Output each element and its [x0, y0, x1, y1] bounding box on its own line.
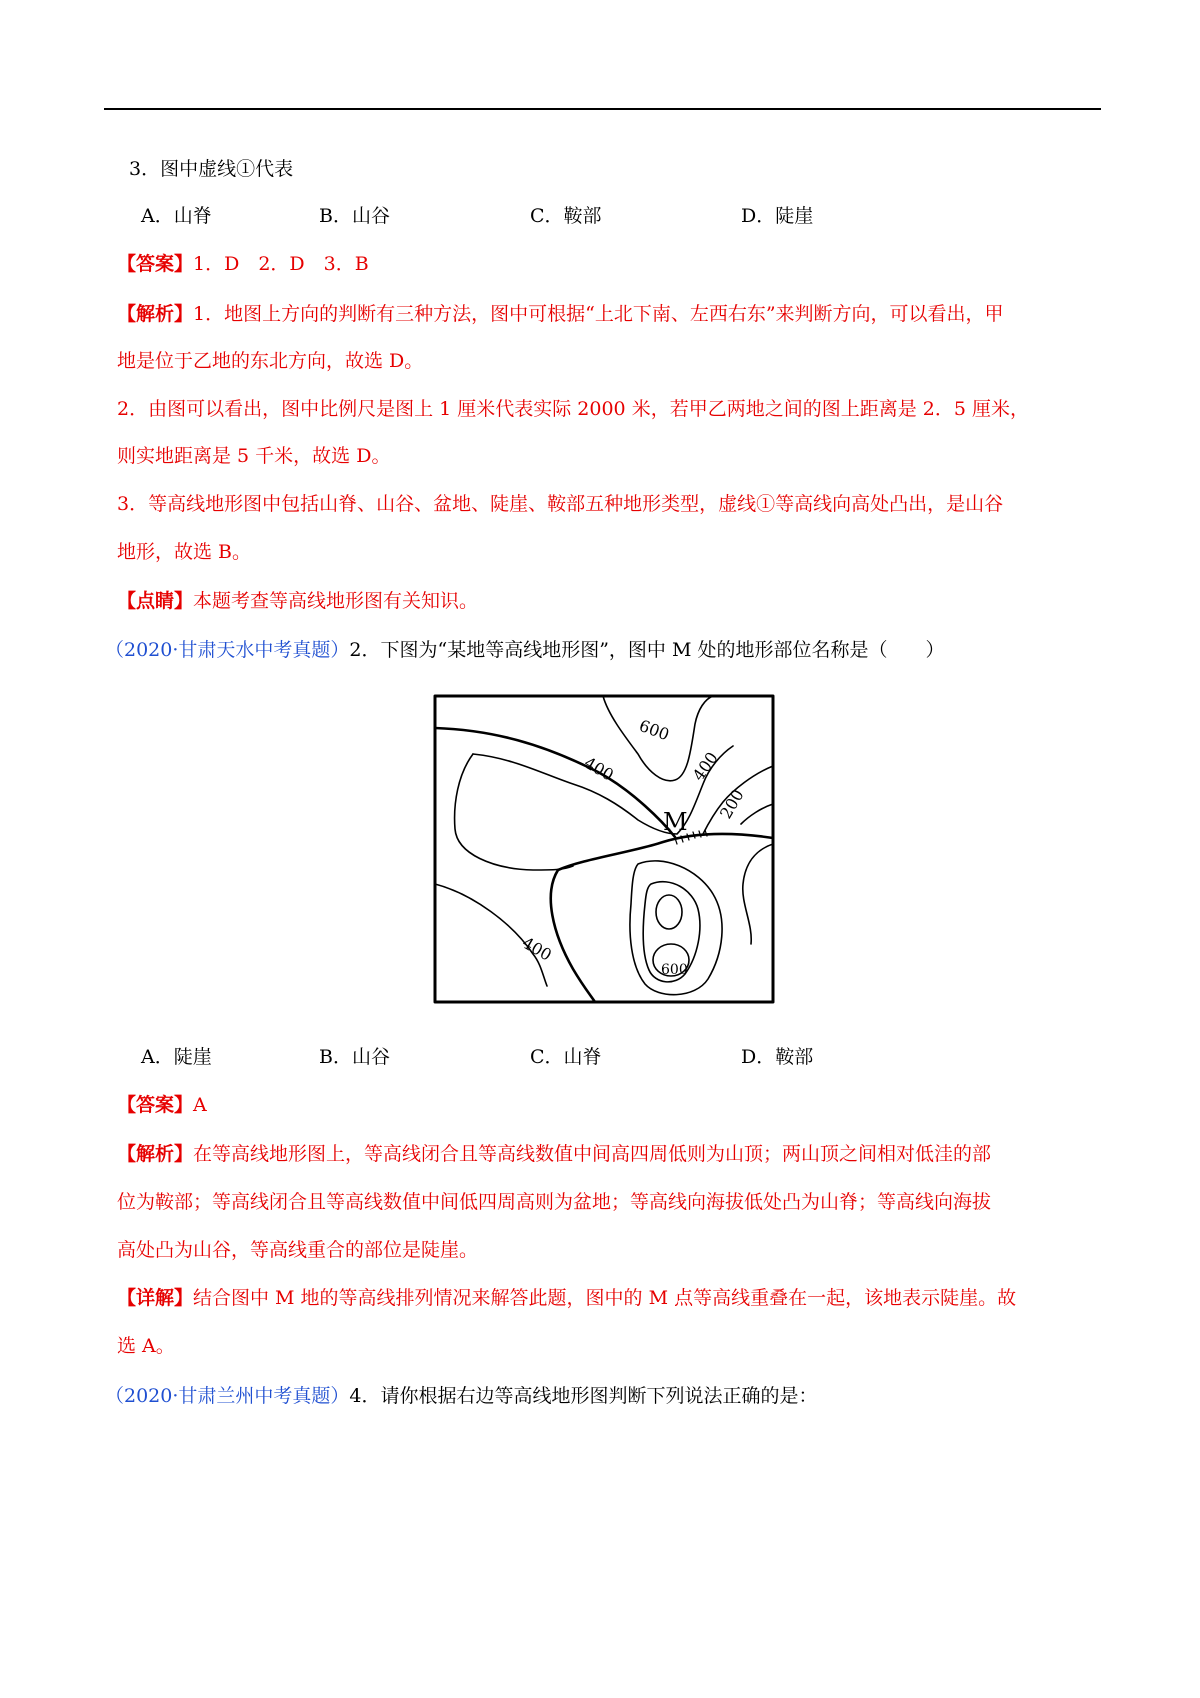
contour-map: [433, 694, 775, 1004]
q3-option-c: C．鞍部: [530, 205, 602, 227]
analysis-1-line-5: 3．等高线地形图中包括山脊、山谷、盆地、陡崖、鞍部五种地形类型，虚线①等高线向高处凸出，是山谷: [117, 493, 1004, 515]
q2-option-c: C．山脊: [530, 1046, 602, 1068]
pointer-1: [117, 589, 1097, 613]
label-400-left: 400: [581, 753, 617, 785]
detail-2-text-1: 结合图中 M 地的等高线排列情况来解答此题，图中的 M 点等高线重叠在一起，该地表示陡崖。故: [193, 1287, 1017, 1309]
label-600-bottom: 600: [661, 962, 688, 978]
contour-200-b: [741, 804, 773, 824]
answer-2-label: 【答案】: [117, 1094, 194, 1116]
pointer-1-text: 本题考查等高线地形图有关知识。: [193, 590, 479, 612]
q3-option-d: D．陡崖: [741, 205, 814, 227]
label-600-top: 600: [636, 715, 672, 745]
pointer-1-label: 【点睛】: [117, 590, 194, 612]
analysis-1-line-4: 则实地距离是 5 千米，故选 D。: [117, 445, 391, 467]
q3-option-b: B．山谷: [319, 205, 390, 227]
analysis-2-text-1: 在等高线地形图上，等高线闭合且等高线数值中间高四周低则为山顶；两山顶之间相对低洼的部: [193, 1143, 992, 1165]
q3-stem: 3．图中虚线①代表: [129, 158, 294, 180]
analysis-2-line-3: 高处凸为山谷，等高线重合的部位是陡崖。: [117, 1239, 479, 1261]
label-400-right: 400: [688, 748, 722, 785]
q2-option-b: B．山谷: [319, 1046, 390, 1068]
q3-option-a: A．山脊: [141, 205, 212, 227]
detail-2-label: 【详解】: [117, 1287, 194, 1309]
answer-1: [117, 252, 1097, 276]
contour-map-figure: [433, 694, 775, 1004]
answer-2-text: A: [193, 1094, 207, 1116]
analysis-1-line-2: 地是位于乙地的东北方向，故选 D。: [117, 350, 424, 372]
detail-2-line-1: [117, 1286, 1097, 1310]
analysis-1-line-6: 地形，故选 B。: [117, 541, 252, 563]
analysis-1-line-3: 2．由图可以看出，图中比例尺是图上 1 厘米代表实际 2000 米，若甲乙两地之间的图上距离是 2．5 厘米，: [117, 398, 1029, 420]
label-m: M: [663, 808, 688, 836]
contour-right: [743, 844, 773, 944]
q2-option-a: A．陡崖: [141, 1046, 212, 1068]
analysis-2-line-1: [117, 1142, 1097, 1166]
analysis-1-line-1: [117, 302, 1097, 326]
q2-option-d: D．鞍部: [741, 1046, 814, 1068]
q2-source: （2020·甘肃天水中考真题）: [105, 639, 350, 661]
contour-left-loop: [455, 754, 573, 870]
analysis-1-text-1: 1．地图上方向的判断有三种方法，图中可根据“上北下南、左西右东”来判断方向，可以看出，甲: [193, 303, 1004, 325]
answer-1-text: 1．D 2．D 3．B: [193, 253, 369, 275]
analysis-1-label: 【解析】: [117, 303, 194, 325]
contour-peak-1: [656, 895, 682, 929]
answer-1-label: 【答案】: [117, 253, 194, 275]
analysis-2-line-2: 位为鞍部；等高线闭合且等高线数值中间低四周高则为盆地；等高线向海拔低处凸为山脊；等高线向海拔: [117, 1191, 992, 1213]
map-frame: [435, 696, 773, 1002]
q4-source: （2020·甘肃兰州中考真题）: [105, 1385, 350, 1407]
answer-2: [117, 1093, 1097, 1117]
label-200: 200: [716, 786, 748, 822]
q2-header: [105, 638, 1085, 662]
q4-header: [105, 1384, 1085, 1408]
analysis-2-label: 【解析】: [117, 1143, 194, 1165]
label-400-bottom: 400: [519, 933, 555, 965]
q4-stem: 4．请你根据右边等高线地形图判断下列说法正确的是：: [349, 1385, 818, 1407]
detail-2-line-2: 选 A。: [117, 1335, 175, 1357]
header-rule: [104, 108, 1101, 110]
q2-stem: 2．下图为“某地等高线地形图”，图中 M 处的地形部位名称是（ ）: [349, 639, 945, 661]
